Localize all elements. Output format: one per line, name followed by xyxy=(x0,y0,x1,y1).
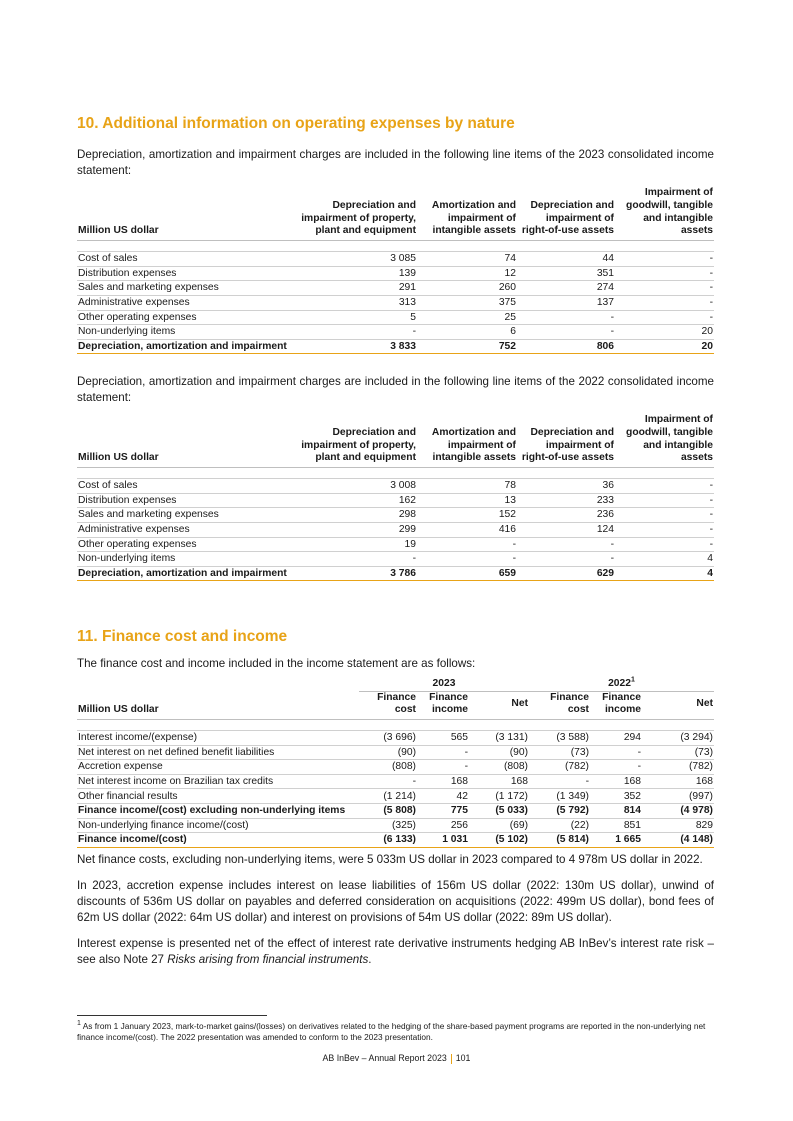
year-2023: 2023 xyxy=(359,677,529,691)
opex-table-2023-body xyxy=(77,252,714,340)
table-row: Administrative expenses 299 416 124 - xyxy=(77,522,714,537)
opex-table-2023-header xyxy=(77,187,714,241)
footnote-ref: 1 xyxy=(631,676,635,684)
footer-divider xyxy=(451,1054,452,1064)
header-intangible: Amortization and impairment of intangible assets xyxy=(417,187,517,241)
footnote: $^1$ As from 1 January 2023, mark-to-market gains/(losses) on derivatives related to the hedging of the share-based payment programs are reported in the non-underlying net finance income/(cost). The 2022 presentation was amended to conform to the 2023 presentation. xyxy=(77,1020,706,1042)
header-goodwill: Impairment of goodwill, tangible and intangible assets xyxy=(615,187,714,241)
section-11-intro: The finance cost and income included in the income statement are as follows: xyxy=(77,657,476,670)
header-million-usd: Million US dollar xyxy=(77,187,297,241)
opex-table-2023-total: Depreciation, amortization and impairment 3 833 752 806 20 xyxy=(78,340,713,352)
year-2022: 2022$^1$ xyxy=(529,677,714,691)
table-row: Distribution expenses 139 12 351 - xyxy=(77,266,714,281)
table-row: Other financial results (1 214) 42 (1 172) (1 349) 352 (997) xyxy=(77,789,714,804)
table-row: Non-underlying items - - - 4 xyxy=(77,552,714,567)
opex-table-2023 xyxy=(77,187,714,354)
opex-table-2022-total: Depreciation, amortization and impairment 3 786 659 629 4 xyxy=(78,567,713,579)
table-row: Cost of sales 3 085 74 44 - xyxy=(77,252,714,267)
section-10-intro-2023: Depreciation, amortization and impairment charges are included in the following line items of the 2023 consolidated income statement: xyxy=(77,148,714,177)
table-row: Non-underlying items - 6 - 20 xyxy=(77,325,714,340)
page-number: 101 xyxy=(455,1053,471,1063)
finance-table xyxy=(77,677,714,848)
table-row: Net interest income on Brazilian tax credits - 168 168 - 168 168 xyxy=(77,774,714,789)
table-row: Other operating expenses 19 - - - xyxy=(77,537,714,552)
opex-table-2022-header: Million US dollar Depreciation and impairment of property, plant and equipment Amortization and impairment of intangible assets Depreciation and impairment of right-of-use assets Impairment of goodwill, tangible and intangible assets xyxy=(77,414,714,468)
note-27-link: Risks arising from financial instruments xyxy=(167,953,369,966)
opex-table-2022 xyxy=(77,414,714,581)
para-net-finance: Net finance costs, excluding non-underlying items, were 5 033m US dollar in 2023 compared to 4 978m US dollar in 2022. xyxy=(77,853,703,866)
section-10-title: 10. Additional information on operating expenses by nature xyxy=(77,115,515,132)
section-11-title: 11. Finance cost and income xyxy=(77,628,288,645)
finance-table-total: Finance income/(cost) (6 133) 1 031 (5 102) (5 814) 1 665 (4 148) xyxy=(78,834,713,846)
footnote-divider xyxy=(77,1015,267,1016)
para-interest: Interest expense is presented net of the effect of interest rate derivative instruments hedging AB InBev’s interest rate risk – see also Note 27 Risks arising from financial instruments. xyxy=(77,937,714,966)
table-row: Sales and marketing expenses 291 260 274 - xyxy=(77,281,714,296)
footer-label: AB InBev – Annual Report 2023 xyxy=(322,1053,447,1063)
para-accretion: In 2023, accretion expense includes interest on lease liabilities of 156m US dollar (2022: 130m US dollar), unwind of discounts of 536m US dollar on payables and deferred consideration on acquisitions (2022: 499m US dollar), bond fees of 62m US dollar (2022: 64m US dollar) and interest on provisions of 54m US dollar (2022: 89m US dollar). xyxy=(77,879,714,924)
table-row: Net interest on net defined benefit liabilities (90) - (90) (73) - (73) xyxy=(77,745,714,760)
header-rou: Depreciation and impairment of right-of-use assets xyxy=(517,187,615,241)
table-row: Cost of sales 3 008 78 36 - xyxy=(77,479,714,494)
finance-table-years xyxy=(77,677,714,691)
finance-table-header: Million US dollar Finance cost Finance income Net Finance cost Finance income Net xyxy=(77,691,714,720)
table-row: Distribution expenses 162 13 233 - xyxy=(77,493,714,508)
table-row: Accretion expense (808) - (808) (782) - (782) xyxy=(77,760,714,775)
table-row: Other operating expenses 5 25 - - xyxy=(77,310,714,325)
page-footer xyxy=(0,1053,793,1064)
table-row: Non-underlying finance income/(cost) (325) 256 (69) (22) 851 829 xyxy=(77,818,714,833)
finance-table-body xyxy=(77,731,714,833)
table-row: Sales and marketing expenses 298 152 236 - xyxy=(77,508,714,523)
opex-table-2022-body xyxy=(77,479,714,567)
section-10-intro-2022: Depreciation, amortization and impairment charges are included in the following line items of the 2022 consolidated income statement: xyxy=(77,375,714,404)
table-row: Finance income/(cost) excluding non-underlying items (5 808) 775 (5 033) (5 792) 814 (4 978) xyxy=(77,804,714,819)
table-row: Administrative expenses 313 375 137 - xyxy=(77,295,714,310)
header-ppe: Depreciation and impairment of property, plant and equipment xyxy=(297,187,417,241)
table-row: Interest income/(expense) (3 696) 565 (3 131) (3 588) 294 (3 294) xyxy=(77,731,714,746)
